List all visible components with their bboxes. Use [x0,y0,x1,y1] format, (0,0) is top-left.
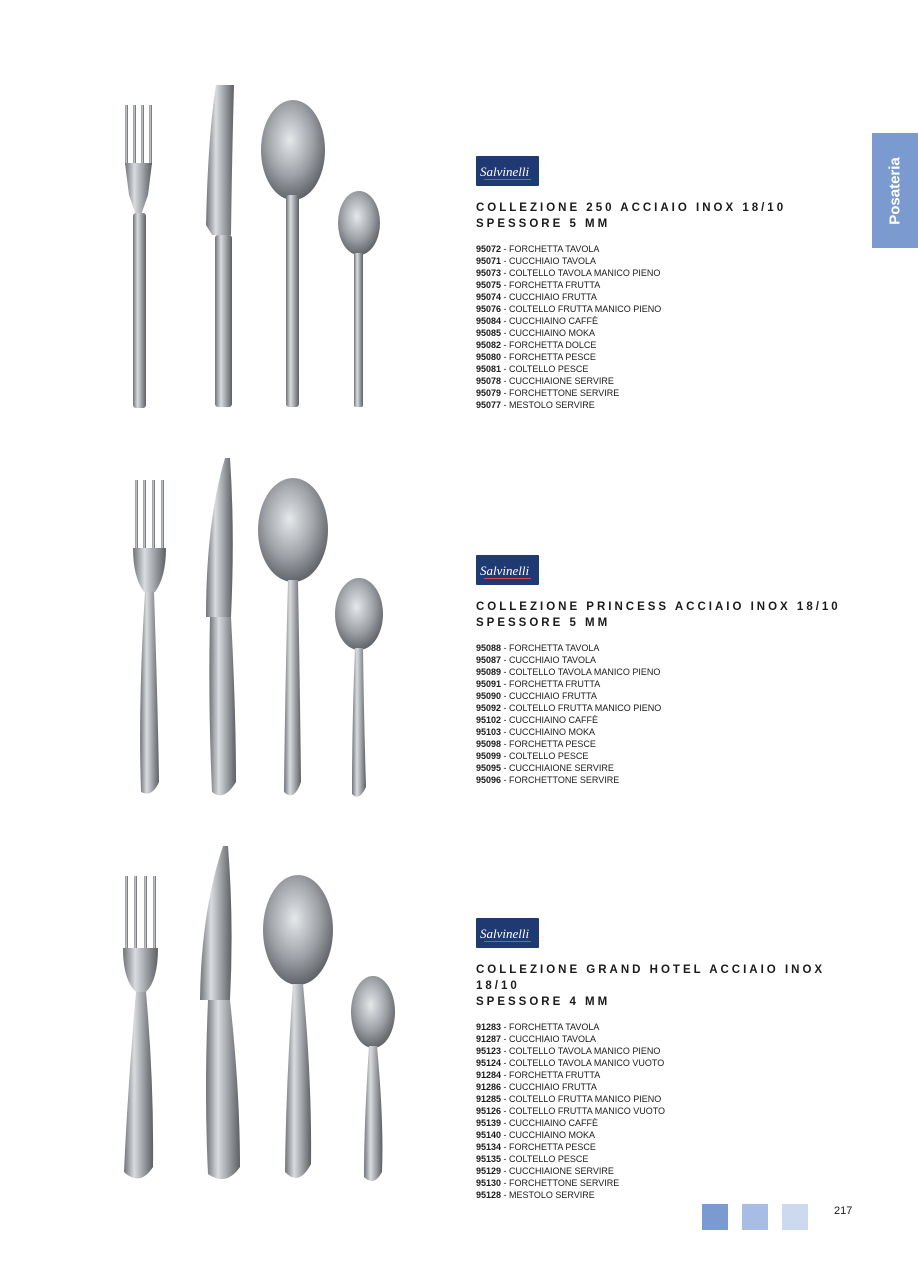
page-number: 217 [834,1205,853,1217]
brand-logo [476,918,539,948]
list-item: 95087 - CUCCHIAIO TAVOLA [476,655,597,665]
cutlery-photo-250 [108,75,408,420]
collection-heading: COLLEZIONE GRAND HOTEL ACCIAIO INOX 18/10 SPESSORE 4 MM [476,964,826,1008]
collection-250 [476,156,856,411]
list-item: 95139 - CUCCHIAINO CAFFÈ [476,1118,599,1128]
collection-grand-hotel [476,918,856,1201]
list-item: 95103 - CUCCHIAINO MOKA [476,727,596,737]
product-list [476,243,856,411]
list-item: 95085 - CUCCHIAINO MOKA [476,328,596,338]
list-item: 95080 - FORCHETTA PESCE [476,352,596,362]
list-item: 95123 - COLTELLO TAVOLA MANICO PIENO [476,1046,661,1056]
list-item: 95072 - FORCHETTA TAVOLA [476,244,600,254]
collection-princess [476,555,856,786]
list-item: 91285 - COLTELLO FRUTTA MANICO PIENO [476,1094,662,1104]
brand-logo [476,156,539,186]
list-item: 95128 - MESTOLO SERVIRE [476,1190,595,1200]
cutlery-photo-princess [108,452,408,807]
list-item: 95078 - CUCCHIAIONE SERVIRE [476,376,614,386]
list-item: 95082 - FORCHETTA DOLCE [476,340,597,350]
list-item: 95124 - COLTELLO TAVOLA MANICO VUOTO [476,1058,665,1068]
footer-square [702,1204,728,1230]
list-item: 95073 - COLTELLO TAVOLA MANICO PIENO [476,268,661,278]
footer-square [782,1204,808,1230]
cutlery-photo-grand-hotel [108,842,408,1192]
list-item: 95135 - COLTELLO PESCE [476,1154,589,1164]
brand-logo-text: Salvinelli [480,563,530,578]
list-item: 95129 - CUCCHIAIONE SERVIRE [476,1166,614,1176]
list-item: 95098 - FORCHETTA PESCE [476,739,596,749]
footer-square [742,1204,768,1230]
product-list [476,642,856,786]
list-item: 95096 - FORCHETTONE SERVIRE [476,775,620,785]
list-item: 95091 - FORCHETTA FRUTTA [476,679,601,689]
list-item: 95081 - COLTELLO PESCE [476,364,589,374]
list-item: 95089 - COLTELLO TAVOLA MANICO PIENO [476,667,661,677]
list-item: 91286 - CUCCHIAIO FRUTTA [476,1082,597,1092]
collection-heading: COLLEZIONE PRINCESS ACCIAIO INOX 18/10 SPESSORE 5 MM [476,601,841,629]
list-item: 95076 - COLTELLO FRUTTA MANICO PIENO [476,304,662,314]
list-item: 95130 - FORCHETTONE SERVIRE [476,1178,620,1188]
list-item: 95126 - COLTELLO FRUTTA MANICO VUOTO [476,1106,666,1116]
collection-heading: COLLEZIONE 250 ACCIAIO INOX 18/10 SPESSORE 5 MM [476,202,787,230]
brand-logo [476,555,539,585]
product-list [476,1021,856,1201]
list-item: 95079 - FORCHETTONE SERVIRE [476,388,620,398]
list-item: 95074 - CUCCHIAIO FRUTTA [476,292,597,302]
section-tab [872,133,918,248]
list-item: 95090 - CUCCHIAIO FRUTTA [476,691,597,701]
list-item: 95092 - COLTELLO FRUTTA MANICO PIENO [476,703,662,713]
list-item: 95095 - CUCCHIAIONE SERVIRE [476,763,614,773]
list-item: 91287 - CUCCHIAIO TAVOLA [476,1034,597,1044]
list-item: 95077 - MESTOLO SERVIRE [476,400,595,410]
list-item: 95084 - CUCCHIAINO CAFFÈ [476,316,599,326]
list-item: 95075 - FORCHETTA FRUTTA [476,280,601,290]
list-item: 91284 - FORCHETTA FRUTTA [476,1070,601,1080]
list-item: 95140 - CUCCHIAINO MOKA [476,1130,596,1140]
list-item: 95102 - CUCCHIAINO CAFFÈ [476,715,599,725]
brand-logo-text: Salvinelli [480,164,530,179]
section-tab-label: Posateria [886,156,904,225]
list-item: 95071 - CUCCHIAIO TAVOLA [476,256,597,266]
list-item: 91283 - FORCHETTA TAVOLA [476,1022,600,1032]
list-item: 95099 - COLTELLO PESCE [476,751,589,761]
list-item: 95088 - FORCHETTA TAVOLA [476,643,600,653]
list-item: 95134 - FORCHETTA PESCE [476,1142,596,1152]
brand-logo-text: Salvinelli [480,926,530,941]
